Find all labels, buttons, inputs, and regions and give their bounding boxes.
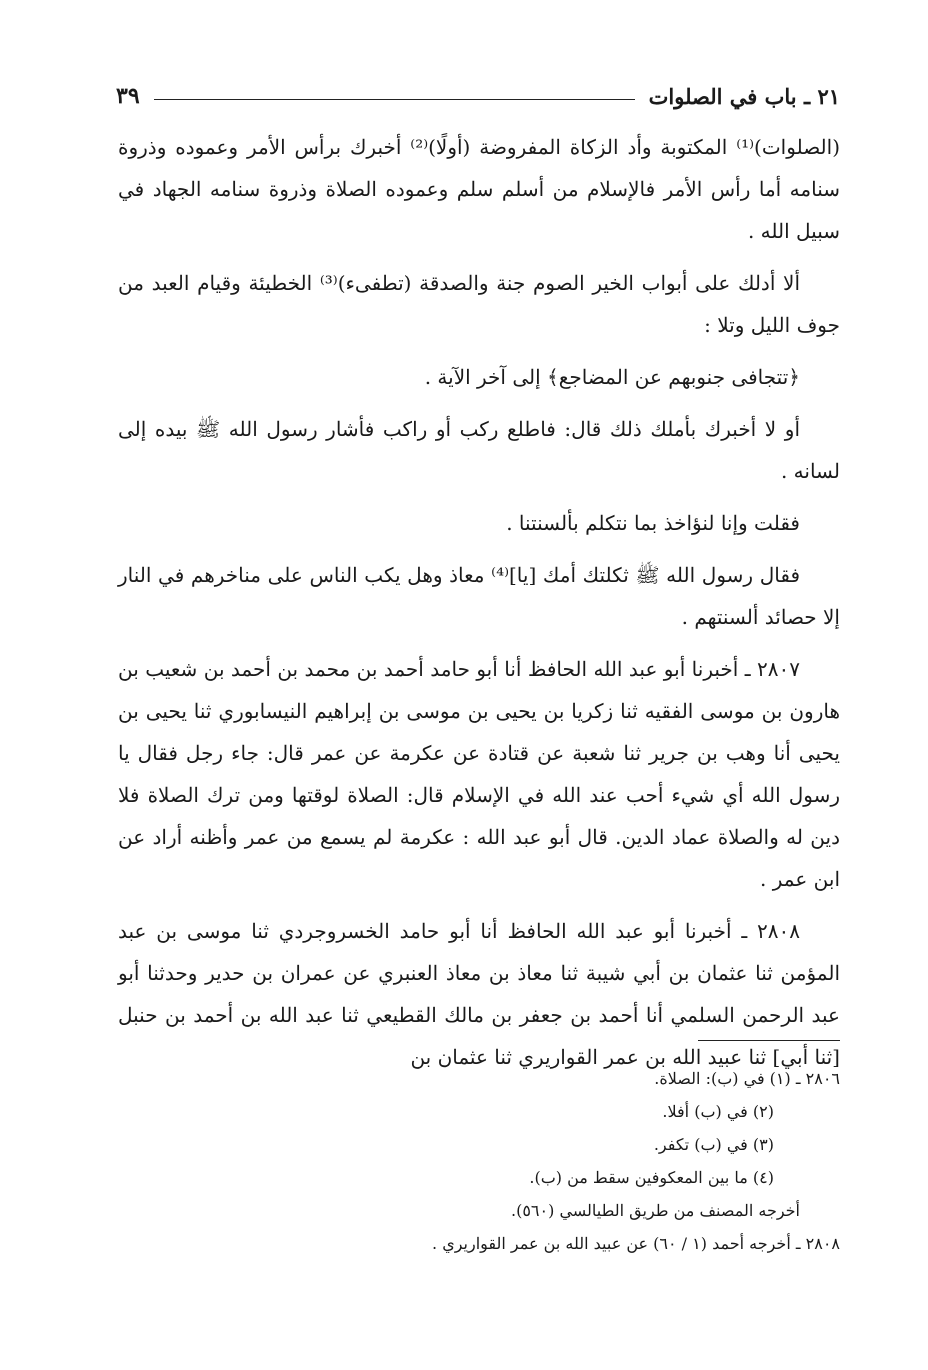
main-text — [118, 126, 840, 1088]
footnotes — [340, 1062, 840, 1260]
running-header — [116, 76, 840, 116]
paragraph: فقلت وإنا لنؤاخذ بما نتكلم بألسنتنا . — [506, 511, 800, 535]
footnote: (٤) ما بين المعكوفين سقط من (ب). — [529, 1168, 774, 1187]
paragraph: ألا أدلك على أبواب الخير الصوم جنة والصدقة (تطفىء)⁽³⁾ الخطيئة وقيام العبد من جوف الليل وتلا : — [118, 271, 840, 337]
hadith-2808: ٢٨٠٨ ـ أخبرنا أبو عبد الله الحافظ أنا أبو حامد الخسروجردي ثنا موسى بن عبد المؤمن ثنا عثمان بن أبي شيبة ثنا معاذ بن معاذ العنبري عن عمران بن حدير وحدثنا أبو عبد الرحمن السلمي أنا أحمد بن جعفر بن مالك القطيعي ثنا عبد الله بن أحمد بن حنبل [ثنا أبي] ثنا عبيد الله بن عمر القواريري ثنا عثمان بن — [118, 919, 840, 1069]
quran-verse: ﴿تتجافى جنوبهم عن المضاجع﴾ إلى آخر الآية . — [424, 365, 800, 389]
footnote: (٢) في (ب) أفلا. — [662, 1102, 774, 1121]
footnote: ٢٨٠٨ ـ أخرجه أحمد (١ / ٦٠) عن عبيد الله بن عمر القواريري . — [432, 1234, 840, 1253]
hadith-2807: ٢٨٠٧ ـ أخبرنا أبو عبد الله الحافظ أنا أبو حامد أحمد بن محمد بن أحمد بن شعيب بن هارون بن موسى الفقيه ثنا زكريا بن يحيى بن موسى بن إبراهيم النيسابوري ثنا يحيى بن يحيى أنا وهب بن جرير ثنا شعبة عن قتادة عن عكرمة عن عمر قال: جاء رجل فقال يا رسول الله أي شيء أحب عند الله في الإسلام قال: الصلاة لوقتها ومن ترك الصلاة فلا دين له والصلاة عماد الدين. قال أبو عبد الله : عكرمة لم يسمع من عمر وأظنه أراد عن ابن عمر . — [118, 657, 840, 891]
chapter-title: ٢١ ـ باب في الصلوات — [648, 83, 840, 109]
paragraph: (الصلوات)⁽¹⁾ المكتوبة وأد الزكاة المفروضة (أولًا)⁽²⁾ أخبرك برأس الأمر وعموده وذروة سنامه أما رأس الأمر فالإسلام من أسلم سلم وعموده الصلاة وذروة سنامه الجهاد في سبيل الله . — [118, 135, 840, 243]
footnote: (٣) في (ب) تكفر. — [653, 1135, 774, 1154]
footnote: ٢٨٠٦ ـ (١) في (ب): الصلاة. — [654, 1069, 840, 1088]
paragraph: فقال رسول الله ﷺ ثكلتك أمك [يا]⁽⁴⁾ معاذ وهل يكب الناس على مناخرهم في النار إلا حصائد ألسنتهم . — [118, 563, 840, 629]
footnote: أخرجه المصنف من طريق الطيالسي (٥٦٠). — [511, 1201, 800, 1220]
page-number: ٣٩ — [116, 83, 140, 109]
footnote-separator — [698, 1040, 840, 1041]
paragraph: أو لا أخبرك بأملك ذلك قال: فاطلع ركب أو راكب فأشار رسول الله ﷺ بيده إلى لسانه . — [118, 417, 840, 483]
header-rule — [154, 99, 635, 100]
